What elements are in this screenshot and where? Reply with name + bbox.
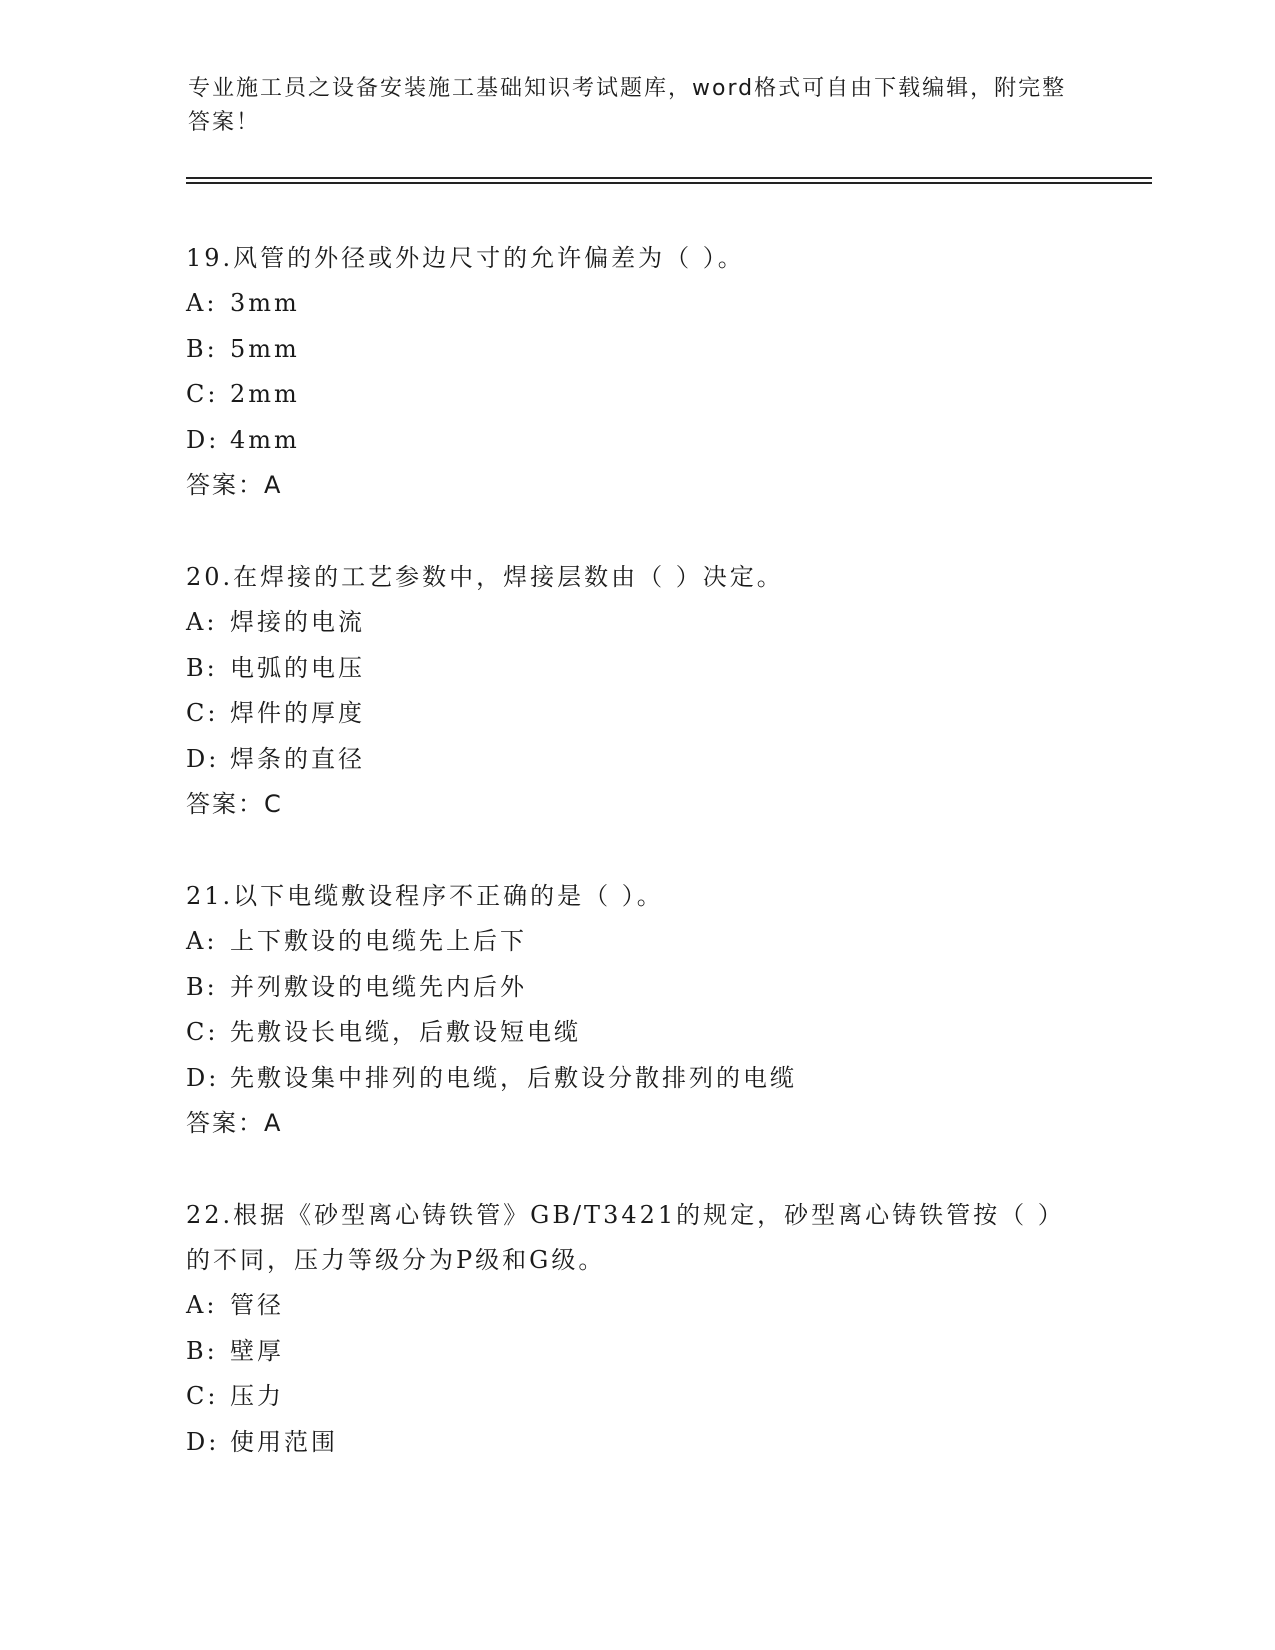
option-text: 先敷设长电缆，后敷设短电缆	[230, 1018, 581, 1046]
question-stem: 20.在焊接的工艺参数中，焊接层数由（ ）决定。	[186, 563, 784, 591]
option-text: 先敷设集中排列的电缆，后敷设分散排列的电缆	[230, 1063, 797, 1092]
question-stem: 22.根据《砂型离心铸铁管》GB/T3421的规定，砂型离心铸铁管按（ ）的不同，压力等级分为P级和G级。	[186, 1201, 1065, 1274]
option-a	[186, 1283, 1086, 1329]
option-c	[186, 1374, 1086, 1420]
option-a	[186, 919, 1086, 965]
option-text: 并列敷设的电缆先内后外	[230, 972, 527, 1001]
option-letter: A:	[186, 608, 218, 636]
option-a	[186, 281, 1086, 327]
option-letter: A:	[186, 1291, 218, 1319]
option-c	[186, 1010, 1086, 1056]
answer-line: 答案：C	[186, 790, 283, 818]
option-b	[186, 327, 1086, 373]
option-text: 压力	[230, 1382, 284, 1410]
option-b	[186, 965, 1086, 1011]
option-d	[186, 737, 1086, 783]
option-text: 2mm	[230, 380, 300, 408]
option-text: 壁厚	[230, 1336, 284, 1365]
option-c	[186, 691, 1086, 737]
option-text: 焊条的直径	[230, 744, 365, 773]
question-stem: 19.风管的外径或外边尺寸的允许偏差为（ ）。	[186, 244, 745, 272]
question-20	[186, 555, 1086, 826]
option-d	[186, 1420, 1086, 1466]
question-22	[186, 1193, 1086, 1465]
header-rule-bottom	[186, 182, 1152, 184]
answer-line: 答案：A	[186, 471, 283, 499]
question-stem: 21.以下电缆敷设程序不正确的是（ ）。	[186, 882, 664, 910]
option-letter: A:	[186, 927, 218, 955]
option-letter: C:	[186, 699, 219, 727]
option-letter: D:	[186, 1063, 220, 1092]
option-letter: B:	[186, 972, 218, 1001]
option-letter: D:	[186, 1427, 220, 1456]
option-text: 管径	[230, 1291, 284, 1319]
option-letter: D:	[186, 744, 220, 773]
option-text: 5mm	[230, 334, 300, 363]
option-letter: B:	[186, 653, 218, 682]
option-text: 焊接的电流	[230, 608, 365, 636]
option-letter: B:	[186, 334, 218, 363]
question-21	[186, 874, 1086, 1145]
header-rule-top	[186, 177, 1152, 179]
option-text: 焊件的厚度	[230, 699, 365, 727]
option-letter: C:	[186, 380, 219, 408]
option-c	[186, 372, 1086, 418]
option-b	[186, 646, 1086, 692]
option-text: 使用范围	[230, 1427, 338, 1456]
option-b	[186, 1329, 1086, 1375]
option-text: 4mm	[230, 425, 300, 454]
option-d	[186, 1056, 1086, 1102]
answer-line: 答案：A	[186, 1109, 283, 1137]
option-a	[186, 600, 1086, 646]
option-letter: C:	[186, 1018, 219, 1046]
option-letter: A:	[186, 289, 218, 317]
option-letter: B:	[186, 1336, 218, 1365]
question-19	[186, 236, 1086, 507]
option-text: 电弧的电压	[230, 653, 365, 682]
option-letter: C:	[186, 1382, 219, 1410]
option-text: 上下敷设的电缆先上后下	[230, 927, 527, 955]
document-header: 专业施工员之设备安装施工基础知识考试题库，word格式可自由下载编辑，附完整答案！	[188, 76, 1067, 135]
option-d	[186, 418, 1086, 464]
option-letter: D:	[186, 425, 220, 454]
option-text: 3mm	[230, 289, 300, 317]
